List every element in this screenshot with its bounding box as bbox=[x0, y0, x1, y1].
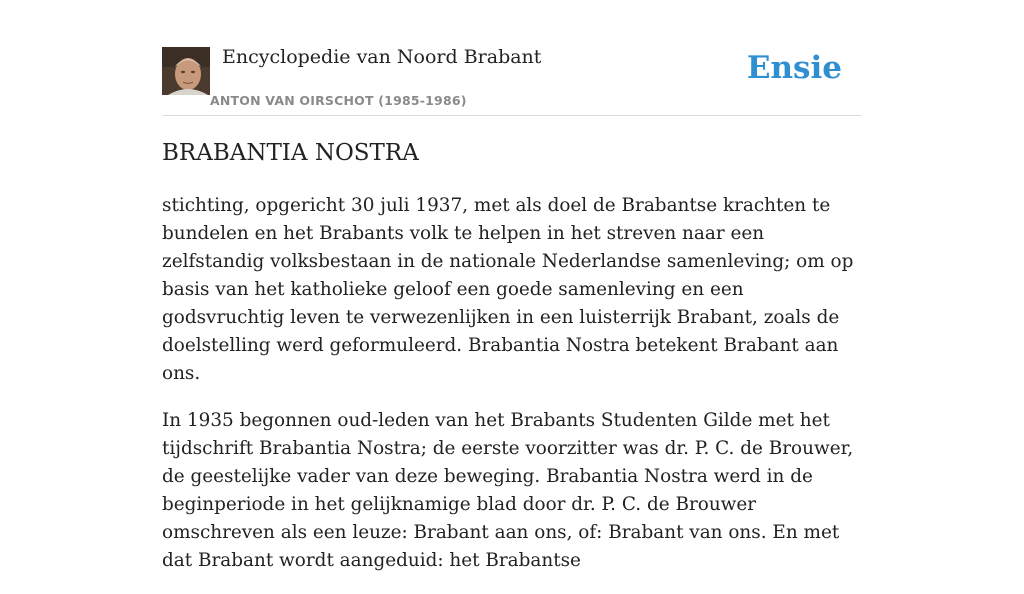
article-header bbox=[162, 0, 862, 116]
ensie-logo[interactable]: Ensie bbox=[746, 50, 842, 86]
author-avatar[interactable] bbox=[162, 47, 210, 95]
article-body bbox=[162, 192, 862, 594]
encyclopedia-title[interactable]: Encyclopedie van Noord Brabant bbox=[222, 46, 542, 68]
article-paragraph: stichting, opgericht 30 juli 1937, met als doel de Brabantse krachten te bundelen en het Brabants volk te helpen in het streven naar een zelfstandig volksbestaan in de nationale Nederlandse samenleving; om op basis van het katholieke geloof een goede samenleving en een godsvruchtig leven te verwezenlijken in een luisterrijk Brabant, zoals de doelstelling werd geformuleerd. Brabantia Nostra betekent Brabant aan ons. bbox=[162, 195, 854, 384]
article-container bbox=[162, 0, 862, 571]
author-portrait-icon bbox=[162, 47, 210, 95]
article-paragraph: In 1935 begonnen oud-leden van het Brabants Studenten Gilde met het tijdschrift Brabantia Nostra; de eerste voorzitter was dr. P. C. de Brouwer, de geestelijke vader van deze beweging. Brabantia Nostra werd in de beginperiode in het gelijknamige blad door dr. P. C. de Brouwer omschreven als een leuze: Brabant aan ons, of: Brabant van ons. En met dat Brabant wordt aangeduid: het Brabantse bbox=[162, 410, 854, 571]
article-title: BRABANTIA NOSTRA bbox=[162, 140, 419, 166]
author-name[interactable]: ANTON VAN OIRSCHOT (1985-1986) bbox=[210, 93, 467, 108]
